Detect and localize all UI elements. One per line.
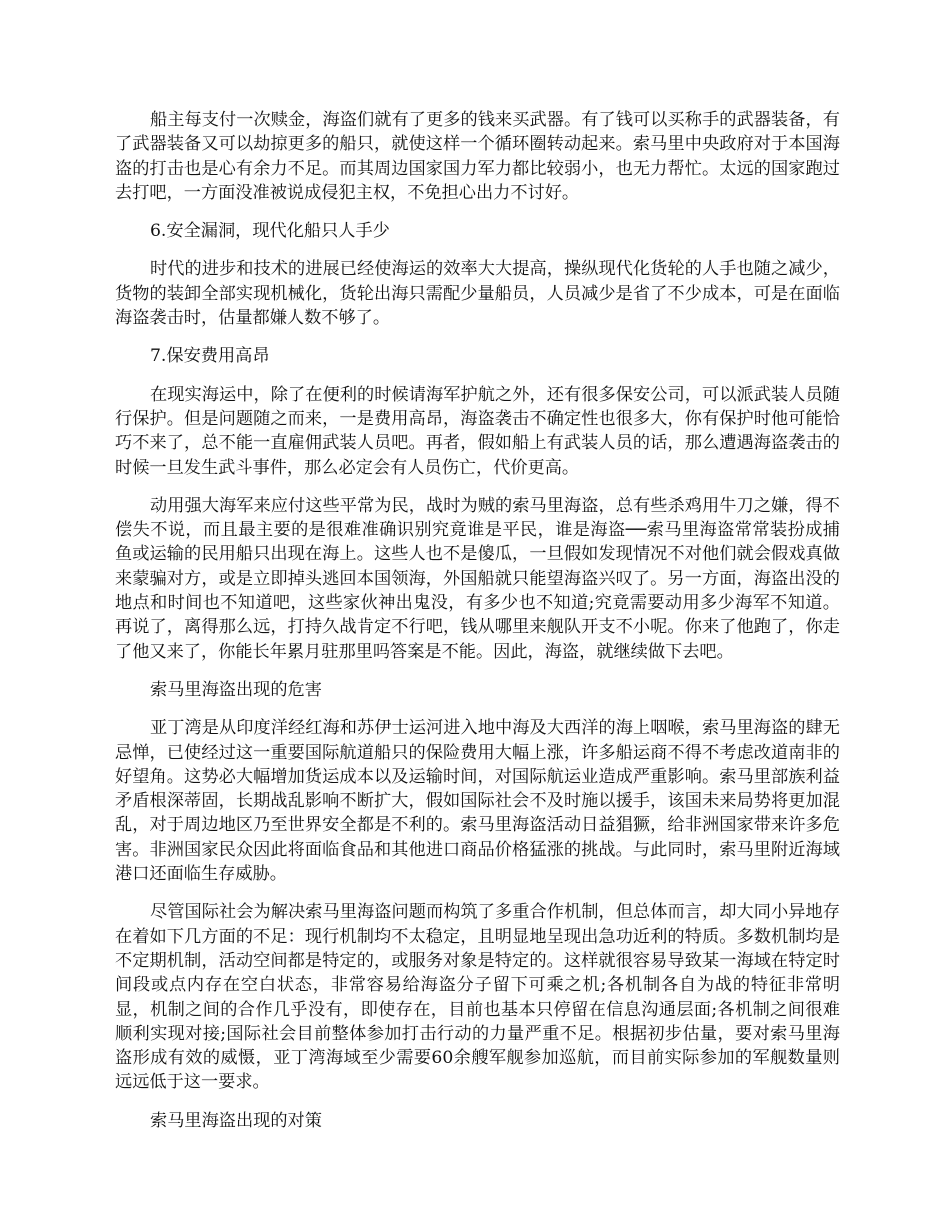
heading-piracy-countermeasures: 索马里海盗出现的对策 [150, 1110, 322, 1131]
paragraph-gulf-of-aden: 亚丁湾是从印度洋经红海和苏伊士运河进入地中海及大西洋的海上咽喉，索马里海盗的肆无忌惮，已使经过这一重要国际航道船只的保险费用大幅上涨，许多船运商不得不考虑改道南非的好望角。这势必大幅增加货运成本以及运输时间，对国际航运业造成严重影响。索马里部族利益矛盾根深蒂固，长期战乱影响不断扩大，假如国际社会不及时施以援手，该国未来局势将更加混乱，对于周边地区乃至世界安全都是不利的。索马里海盗活动日益猖獗，给非洲国家带来许多危害。非洲国家民众因此将面临食品和其他进口商品价格猛涨的挑战。与此同时，索马里附近海域港口还面临生存威胁。 [115, 718, 840, 885]
heading-security-cost: 7.保安费用高昂 [150, 346, 270, 367]
heading-piracy-harm: 索马里海盗出现的危害 [150, 679, 322, 700]
paragraph-modern-ships: 时代的进步和技术的进展已经使海运的效率大大提高，操纵现代化货轮的人手也随之减少，货物的装卸全部实现机械化，货轮出海只需配少量船员，人员减少是省了不少成本，可是在面临海盗袭击时，估量都嫌人数不够了。 [115, 259, 840, 329]
paragraph-navy-response: 动用强大海军来应付这些平常为民，战时为贼的索马里海盗，总有些杀鸡用牛刀之嫌，得不偿失不说，而且最主要的是很难准确识别究竟谁是平民，谁是海盗──索马里海盗常常装扮成捕鱼或运输的民用船只出现在海上。这些人也不是傻瓜，一旦假如发现情况不对他们就会假戏真做来蒙骗对方，或是立即掉头逃回本国领海，外国船就只能望海盗兴叹了。另一方面，海盗出没的地点和时间也不知道吧，这些家伙神出鬼没，有多少也不知道;究竟需要动用多少海军不知道。再说了，离得那么远，打持久战肯定不行吧，钱从哪里来舰队开支不小呢。你来了他跑了，你走了他又来了，你能长年累月驻那里吗答案是不能。因此，海盗，就继续做下去吧。 [115, 495, 840, 662]
heading-security-loophole: 6.安全漏洞，现代化船只人手少 [150, 221, 390, 242]
paragraph-cooperation-mechanisms: 尽管国际社会为解决索马里海盗问题而构筑了多重合作机制，但总体而言，却大同小异地存在着如下几方面的不足：现行机制均不太稳定，且明显地呈现出急功近利的特质。多数机制均是不定期机制，活动空间都是特定的，或服务对象是特定的。这样就很容易导致某一海域在特定时间段或点内存在空白状态，非常容易给海盗分子留下可乘之机;各机制各自为战的特征非常明显，机制之间的合作几乎没有，即使存在，目前也基本只停留在信息沟通层面;各机制之间很难顺利实现对接;国际社会目前整体参加打击行动的力量严重不足。根据初步估量，要对索马里海盗形成有效的威慑，亚丁湾海域至少需要60余艘军舰参加巡航，而目前实际参加的军舰数量则远远低于这一要求。 [115, 902, 840, 1093]
paragraph-ransom-cycle: 船主每支付一次赎金，海盗们就有了更多的钱来买武器。有了钱可以买称手的武器装备，有了武器装备又可以劫掠更多的船只，就使这样一个循环圈转动起来。索马里中央政府对于本国海盗的打击也是心有余力不足。而其周边国家国力军力都比较弱小，也无力帮忙。太远的国家跑过去打吧，一方面没准被说成侵犯主权，不免担心出力不讨好。 [115, 110, 840, 203]
document-body [115, 108, 840, 1147]
paragraph-armed-escort: 在现实海运中，除了在便利的时候请海军护航之外，还有很多保安公司，可以派武装人员随行保护。但是问题随之而来，一是费用高昂，海盗袭击不确定性也很多大，你有保护时他可能恰巧不来了，总不能一直雇佣武装人员吧。再者，假如船上有武装人员的话，那么遭遇海盗袭击的时候一旦发生武斗事件，那么必定会有人员伤亡，代价更高。 [115, 384, 840, 478]
